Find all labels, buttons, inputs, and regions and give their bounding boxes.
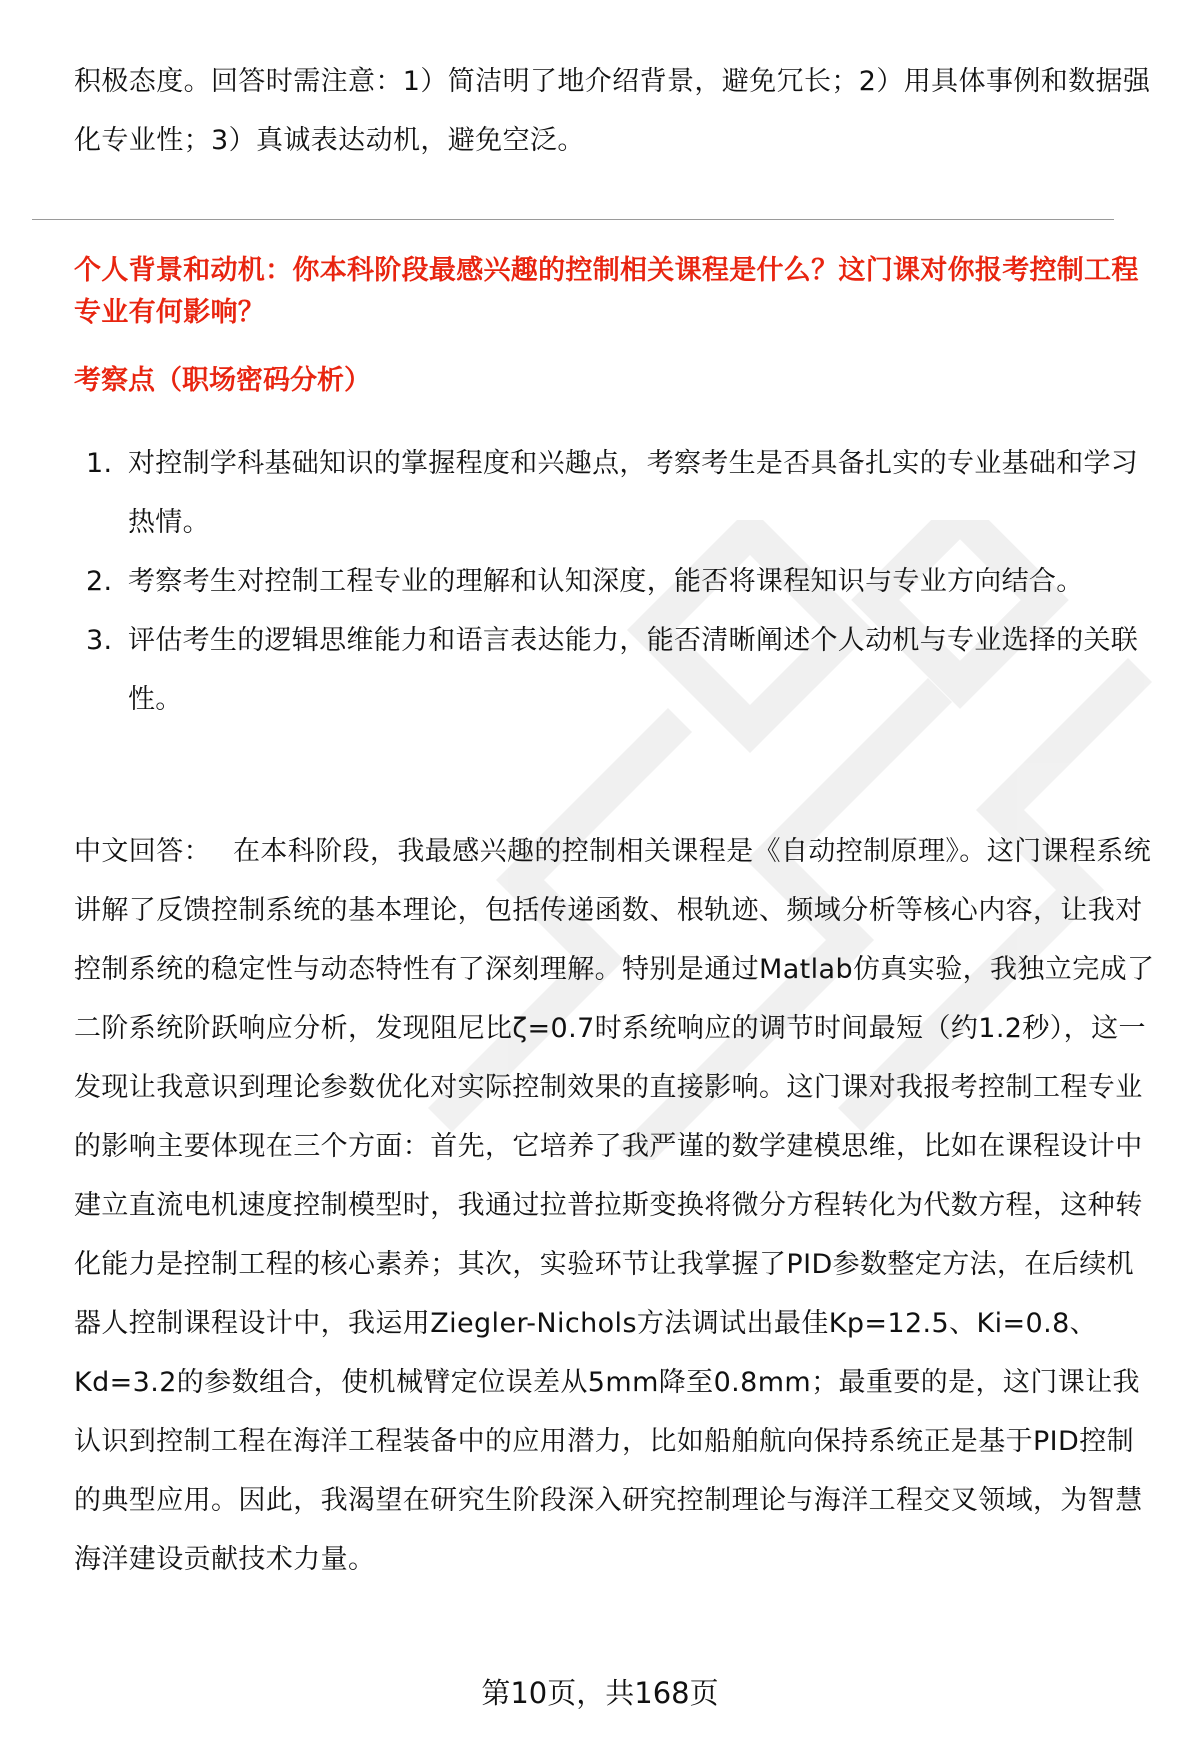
answer-label: 中文回答： — [74, 836, 211, 867]
answer-text: 在本科阶段，我最感兴趣的控制相关课程是《自动控制原理》。这门课程系统讲解了反馈控制系统的基本理论，包括传递函数、根轨迹、频域分析等核心内容，让我对控制系统的稳定性与动态特性有了深刻理解。特别是通过Matlab仿真实验，我独立完成了二阶系统阶跃响应分析，发现阻尼比ζ=0.7时系统响应的调节时间最短（约1.2秒），这一发现让我意识到理论参数优化对实际控制效果的直接影响。这门课对我报考控制工程专业的影响主要体现在三个方面：首先，它培养了我严谨的数学建模思维，比如在课程设计中建立直流电机速度控制模型时，我通过拉普拉斯变换将微分方程转化为代数方程，这种转化能力是控制工程的核心素养；其次，实验环节让我掌握了PID参数整定方法，在后续机器人控制课程设计中，我运用Ziegler-Nichols方法调试出最佳Kp=12.5、Ki=0.8、Kd=3.2的参数组合，使机械臂定位误差从5mm降至0.8mm；最重要的是，这门课让我认识到控制工程在海洋工程装备中的应用潜力，比如船舶航向保持系统正是基于PID控制的典型应用。因此，我渴望在研究生阶段深入研究控制理论与海洋工程交叉领域，为智慧海洋建设贡献技术力量。 — [74, 836, 1155, 1575]
list-item-text: 评估考生的逻辑思维能力和语言表达能力，能否清晰阐述个人动机与专业选择的关联性。 — [128, 625, 1139, 715]
list-item-text: 考察考生对控制工程专业的理解和认知深度，能否将课程知识与专业方向结合。 — [128, 566, 1084, 597]
intro-paragraph-tail: 积极态度。回答时需注意：1）简洁明了地介绍背景，避免冗长；2）用具体事例和数据强化专业性；3）真诚表达动机，避免空泛。 — [74, 66, 1151, 156]
list-item-number: 2. — [86, 566, 113, 597]
question-heading: 个人背景和动机：你本科阶段最感兴趣的控制相关课程是什么？这门课对你报考控制工程专业有何影响？ — [74, 255, 1139, 328]
list-item — [74, 611, 1156, 729]
answer-paragraph — [74, 822, 1156, 1589]
section-divider — [32, 219, 1114, 220]
list-item-number: 3. — [86, 625, 113, 656]
list-item — [74, 434, 1156, 552]
assessment-points-list — [74, 434, 1156, 729]
list-item — [74, 552, 1156, 611]
assessment-points-heading: 考察点（职场密码分析） — [74, 365, 371, 396]
list-item-number: 1. — [86, 448, 113, 479]
list-item-text: 对控制学科基础知识的掌握程度和兴趣点，考察考生是否具备扎实的专业基础和学习热情。 — [128, 448, 1139, 538]
page-number-footer: 第10页，共168页 — [481, 1676, 719, 1710]
